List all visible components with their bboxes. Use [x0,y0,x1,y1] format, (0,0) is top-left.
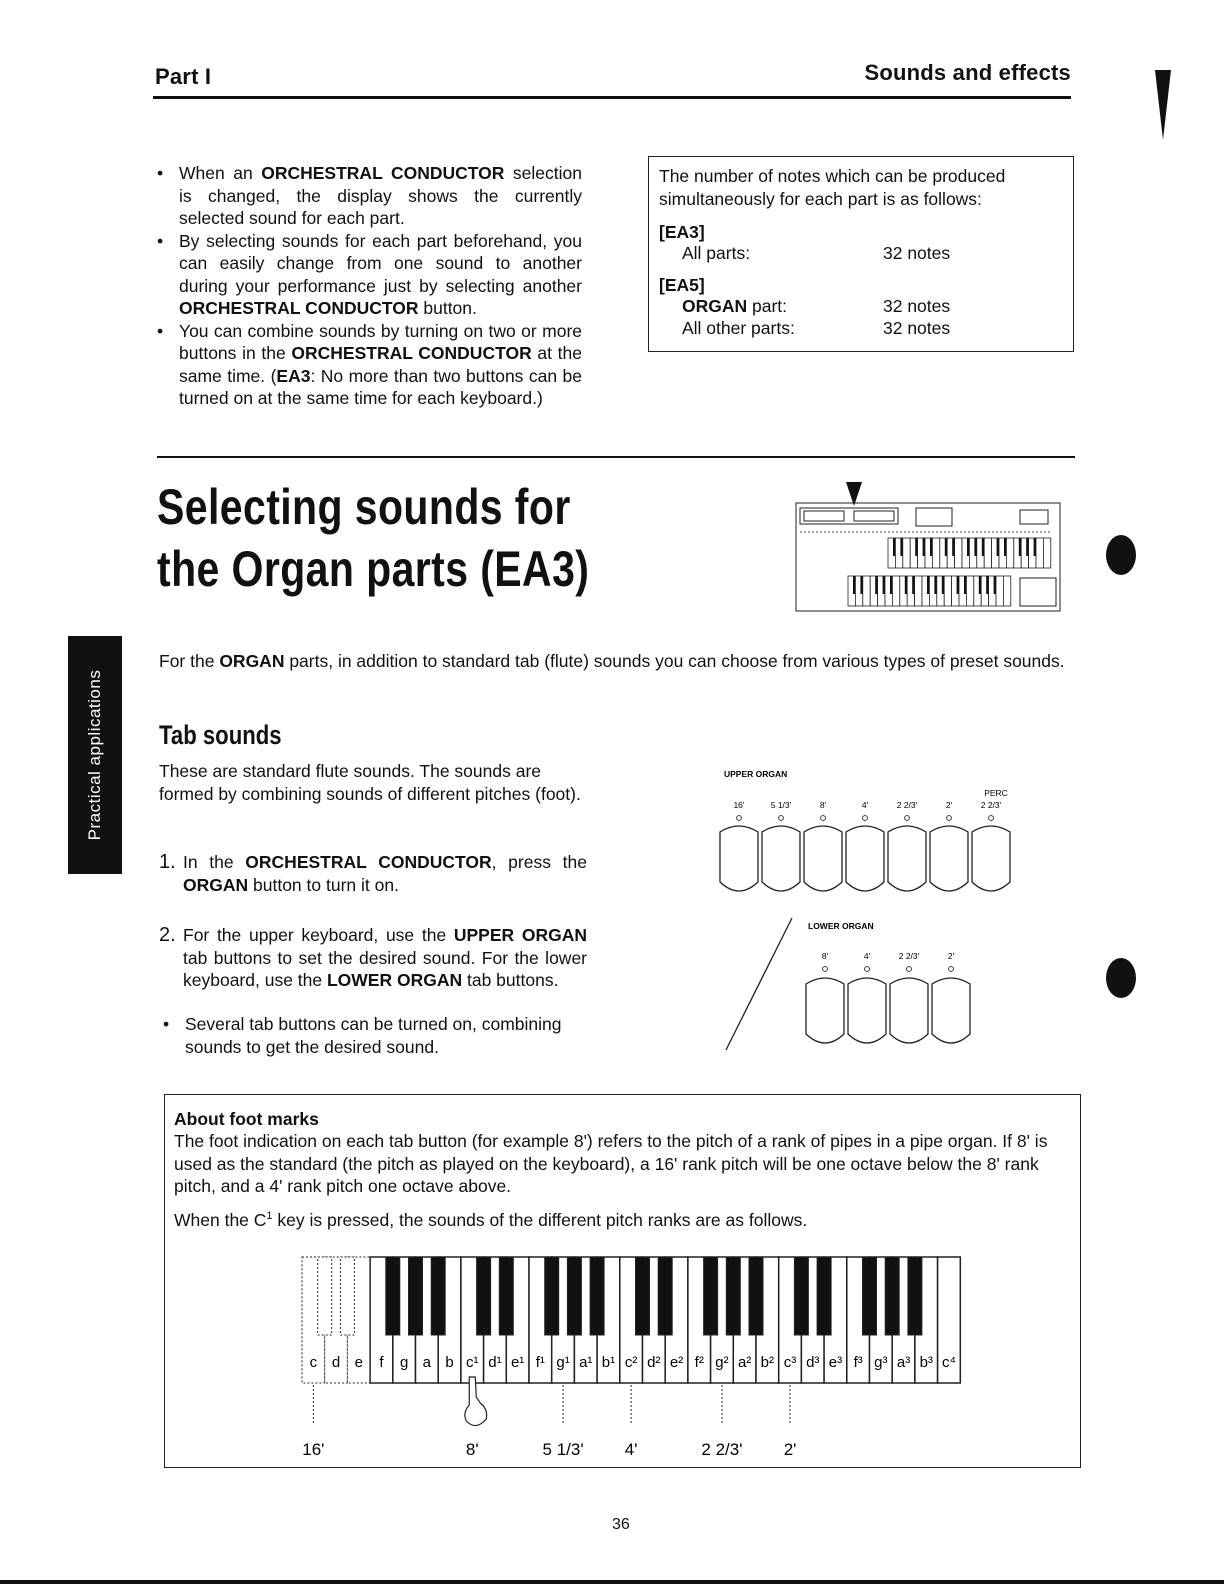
lower-tab-button [932,978,970,1043]
key-label: c³ [783,1354,797,1371]
black-key [704,1257,718,1335]
key-label: a² [737,1354,752,1371]
step-1: 1. In the ORCHESTRAL CONDUCTOR, press the ORGAN button to turn it on. [159,851,587,895]
ea3-value: 32 notes [883,243,951,263]
notes-box [648,156,1074,352]
key-label: e [354,1354,363,1371]
black-key [590,1257,604,1335]
upper-tab-button [930,826,968,891]
upper-tab-button [720,826,758,891]
side-tab-label: Practical applications [85,669,104,841]
upper-tab-button [762,826,800,891]
tab-sounds-desc: These are standard flute sounds. The sounds are formed by combining sounds of different pitches (foot). [159,761,581,804]
organ-tabs-diagram [700,760,1040,1060]
key-label: b² [760,1354,775,1371]
key-label: c [309,1354,318,1371]
black-key [863,1257,877,1335]
key-label: e³ [828,1354,843,1371]
black-key [477,1257,491,1335]
lower-tab-label: 8' [821,951,829,961]
black-key [318,1257,332,1335]
tab-sounds-heading: Tab sounds [159,720,282,750]
upper-tab-label: 8' [819,800,827,810]
foot-label: 5 1/3' [542,1440,584,1459]
lower-tab-label: 2 2/3' [898,951,920,961]
intro-bullet: • You can combine sounds by turning on two or more buttons in the ORCHESTRAL CONDUCTOR at the same time. (EA3: No more than two buttons can be turned on at the same time for each keyboard.) [157,320,582,408]
key-label: a³ [896,1354,911,1371]
black-key [636,1257,650,1335]
key-label: f³ [853,1354,863,1371]
binder-hole [1106,958,1136,998]
notes-intro: The number of notes which can be produced simultaneously for each part is as follows: [659,166,1006,209]
lower-tab-button [806,978,844,1043]
key-label: c¹ [466,1354,479,1371]
lower-organ-label: LOWER ORGAN [808,921,874,931]
tab-sounds-bullet: • Several tab buttons can be turned on, combining sounds to get the desired sound. [163,1014,562,1057]
page-number: 36 [612,1516,630,1533]
key-label: b¹ [601,1354,616,1371]
intro-bullet: • When an ORCHESTRAL CONDUCTOR selection is changed, the display shows the currently selected sound for each part. [157,163,583,228]
black-key [567,1257,581,1335]
intro-bullet-list [157,162,582,410]
upper-tab-label: 5 1/3' [770,800,792,810]
side-tab [68,636,122,874]
black-key [885,1257,899,1335]
black-key [658,1257,672,1335]
upper-tab-button [846,826,884,891]
upper-tab-label: 2 2/3' [980,800,1002,810]
foot-marks-box [164,1094,1081,1468]
black-key [749,1257,763,1335]
upper-tab-button [972,826,1010,891]
perc-label: PERC [984,788,1008,798]
black-key [794,1257,808,1335]
ea5-organ-label: ORGAN part: [682,296,788,316]
organ-panel-illustration [792,480,1072,615]
foot-label: 8' [465,1440,479,1459]
title-line-1: Selecting sounds for [157,479,571,535]
keyboard-diagram [165,1095,1080,1467]
key-label: d¹ [488,1354,502,1371]
black-key [726,1257,740,1335]
black-key [386,1257,400,1335]
ea3-label: All parts: [682,243,751,263]
ea5-other-value: 32 notes [883,318,951,338]
upper-organ-label: UPPER ORGAN [724,769,788,779]
black-key [409,1257,423,1335]
key-label: d [331,1354,341,1371]
foot-label: 16' [302,1440,325,1459]
key-label: a¹ [579,1354,593,1371]
upper-tab-button [888,826,926,891]
key-label: f¹ [535,1354,545,1371]
foot-marks-heading: About foot marks [174,1109,319,1129]
key-label: e² [669,1354,684,1371]
finger-pointer-icon [465,1377,487,1426]
key-label: g¹ [556,1354,570,1371]
key-label: g² [715,1354,729,1371]
page-title [157,476,589,600]
lower-tab-label: 2' [947,951,955,961]
ea5-other-label: All other parts: [682,318,795,338]
key-label: f [379,1354,384,1371]
black-key [499,1257,513,1335]
ea5-organ-value: 32 notes [883,296,951,316]
key-label: g [399,1354,409,1371]
foot-label: 2' [783,1440,797,1459]
lower-tab-label: 4' [863,951,871,961]
foot-marks-paragraph-2: When the $C^1$ key is pressed, the sounds of the different pitch ranks are as follows. [174,1209,808,1230]
key-label: b [445,1354,454,1371]
key-label: e¹ [510,1354,525,1371]
edge-mark [1155,70,1171,140]
key-label: g³ [874,1354,888,1371]
page-bottom-edge [0,1580,1224,1584]
black-key [431,1257,445,1335]
foot-label: 2 2/3' [701,1440,743,1459]
key-label: a [422,1354,432,1371]
black-key [817,1257,831,1335]
foot-marks-paragraph: The foot indication on each tab button (for example 8') refers to the pitch of a rank of pipes in a pipe organ. If 8' is used as the standard (the pitch as played on the keyboard), a 16' rank pitch will be one octave below the 8' rank pitch, and a 4' rank pitch one octave above. [174,1131,1048,1196]
ea3-heading: [EA3] [659,222,705,242]
upper-tab-label: 16' [733,800,745,810]
black-key [340,1257,354,1335]
upper-tab-label: 2' [945,800,953,810]
key-label: b³ [919,1354,933,1371]
ea5-heading: [EA5] [659,275,705,295]
key-label: d² [647,1354,661,1371]
lower-tab-button [848,978,886,1043]
header-rule [153,96,1071,99]
foot-label: 4' [624,1440,638,1459]
section-title: Sounds and effects [864,60,1071,85]
key-label: d³ [806,1354,820,1371]
key-label: c⁴ [941,1354,956,1371]
key-label: f² [694,1354,704,1371]
step-2: 2. For the upper keyboard, use the UPPER ORGAN tab buttons to set the desired sound. For the lower keyboard, use the LOWER ORGAN tab buttons. [159,924,587,990]
black-key [908,1257,922,1335]
section-rule [157,456,1075,458]
title-line-2: the Organ parts (EA3) [157,541,590,597]
binder-hole [1106,535,1136,575]
lead-paragraph: For the ORGAN parts, in addition to standard tab (flute) sounds you can choose from various types of preset sounds. [159,651,1065,671]
upper-tab-label: 2 2/3' [896,800,918,810]
part-label: Part I [155,64,212,89]
upper-tab-label: 4' [861,800,869,810]
intro-bullet: • By selecting sounds for each part beforehand, you can easily change from one sound to another during your performance just by selecting another ORCHESTRAL CONDUCTOR button. [157,230,582,318]
black-key [545,1257,559,1335]
key-label: c² [624,1354,638,1371]
upper-tab-button [804,826,842,891]
lower-tab-button [890,978,928,1043]
